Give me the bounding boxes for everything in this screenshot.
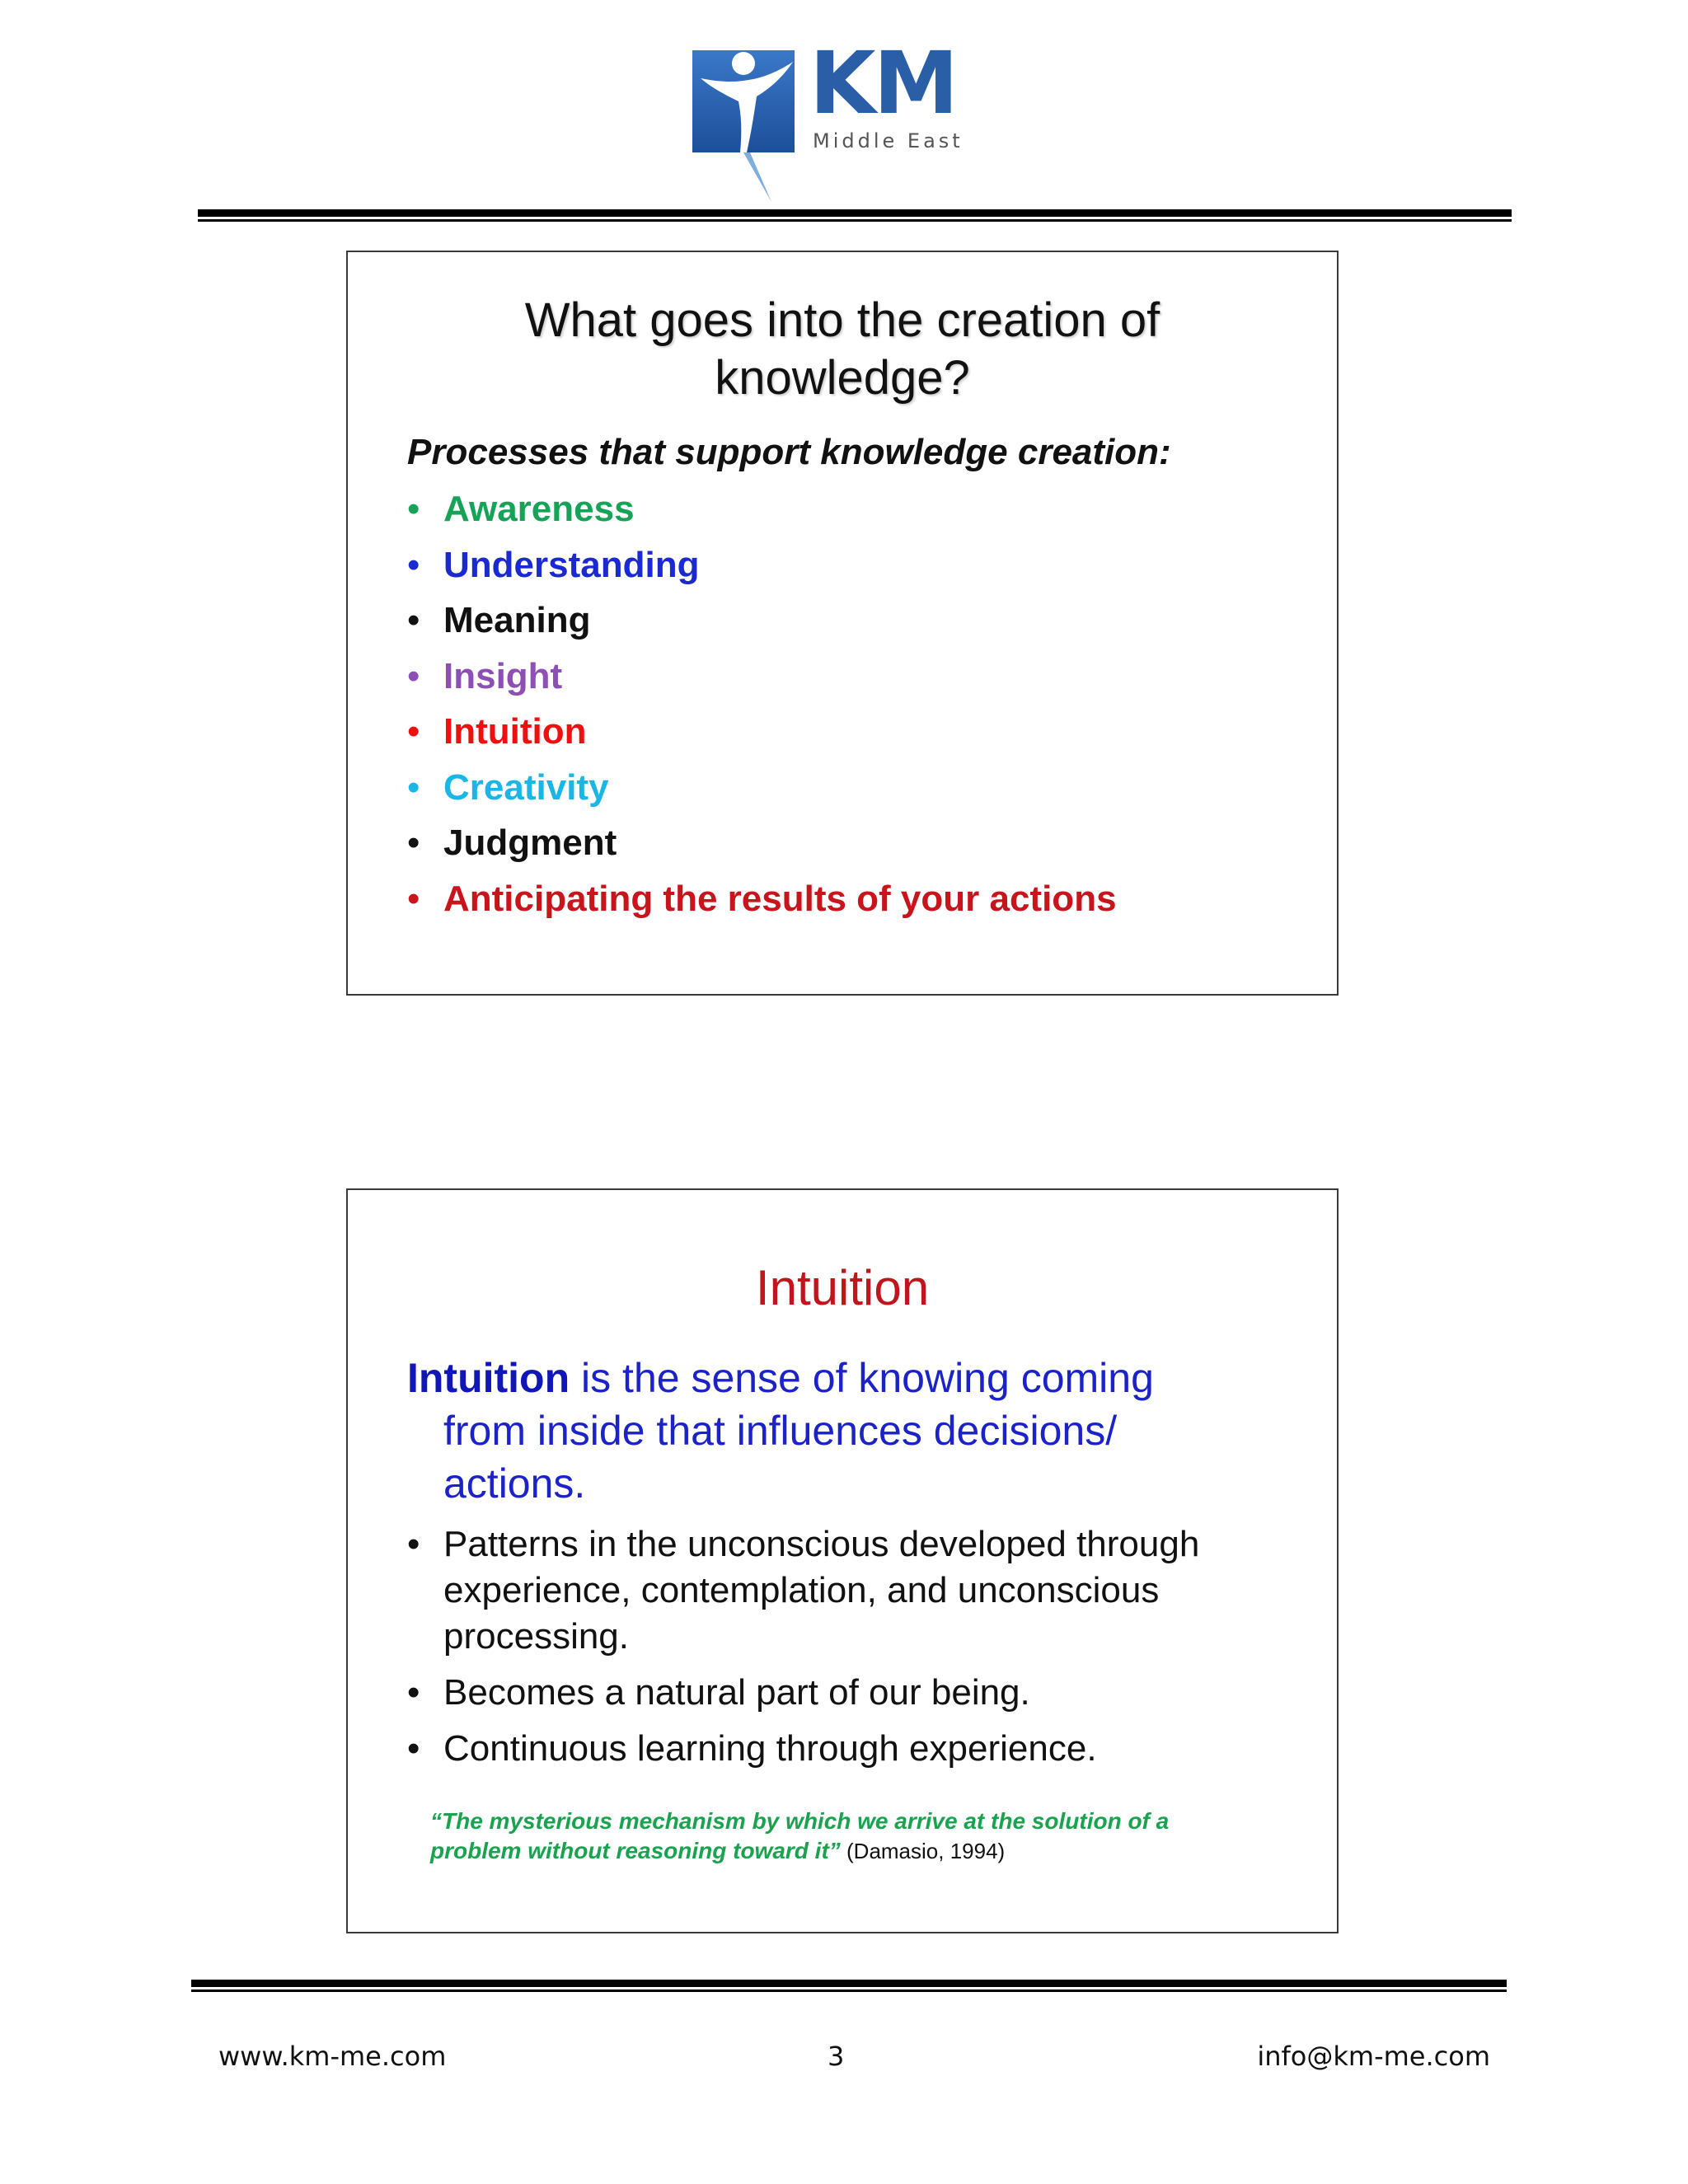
footer-website[interactable]: www.km-me.com [218,2041,447,2072]
process-item [407,649,1117,705]
footer-email[interactable]: info@km-me.com [1257,2041,1490,2072]
list-item [407,1670,1281,1716]
process-item [407,760,1117,816]
process-item [407,871,1117,927]
process-item-label: Awareness [443,489,635,529]
quote-citation: (Damasio, 1994) [840,1839,1006,1863]
intuition-definition [407,1352,1281,1510]
quote [430,1807,1271,1866]
process-list [407,481,1117,926]
process-item [407,481,1117,537]
logo-subtext: Middle East [813,129,964,152]
process-item [407,704,1117,760]
footer-page-number: 3 [828,2041,845,2072]
list-item-text: Becomes a natural part of our being. [443,1672,1030,1713]
list-item [407,1521,1281,1660]
bullet-icon: • [407,489,420,529]
logo-text: KM [809,33,957,134]
slide-intuition [346,1188,1339,1933]
header-rule [198,209,1512,217]
footer-rule-thin [191,1990,1507,1992]
process-item [407,537,1117,593]
list-item-text: Patterns in the unconscious developed through [443,1524,1200,1564]
bullet-icon: • [407,1524,420,1564]
list-item-text: experience, contemplation, and unconscious [443,1570,1160,1610]
bullet-icon: • [407,878,420,919]
process-item-label: Understanding [443,544,700,585]
slide-title: Intuition [755,1260,930,1315]
quote-text: “The mysterious mechanism by which we arrive at the solution of a [430,1808,1170,1834]
process-item [407,815,1117,871]
bullet-icon: • [407,823,420,863]
process-item-label: Intuition [443,711,587,752]
intuition-bullets [407,1521,1281,1782]
slide-title [348,292,1337,407]
definition-term: Intuition [407,1355,570,1401]
bullet-icon: • [407,544,420,585]
company-logo [692,33,973,202]
definition-text: is the sense of knowing coming [570,1355,1154,1401]
logo-figure-icon [692,45,808,202]
footer-rule [191,1980,1507,1987]
bullet-icon: • [407,655,420,696]
bullet-icon: • [407,1728,420,1769]
slide-knowledge-creation [346,251,1339,996]
process-item-label: Anticipating the results of your actions [443,878,1117,919]
header-rule-thin [198,219,1512,222]
bullet-icon: • [407,1672,420,1713]
slide-title-line: What goes into the creation of [524,293,1160,347]
list-item [407,1726,1281,1772]
list-item-text: processing. [443,1616,630,1657]
quote-text: problem without reasoning toward it” [430,1838,841,1863]
process-item-label: Insight [443,655,563,696]
process-item-label: Creativity [443,766,609,808]
bullet-icon: • [407,600,420,640]
process-item-label: Meaning [443,600,591,640]
slide-subtitle: Processes that support knowledge creation: [407,432,1171,472]
list-item-text: Continuous learning through experience. [443,1728,1097,1769]
definition-text: actions. [443,1460,586,1507]
process-item-label: Judgment [443,823,617,863]
bullet-icon: • [407,766,420,808]
bullet-icon: • [407,711,420,752]
definition-text: from inside that influences decisions/ [443,1408,1118,1454]
process-item [407,593,1117,649]
slide-title-line: knowledge? [715,351,970,405]
